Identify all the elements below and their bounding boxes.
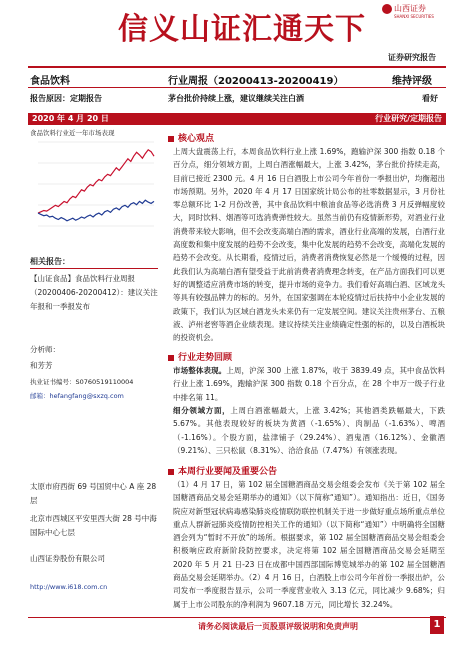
- date-bar: [28, 113, 446, 125]
- address-taiyuan: 太原市府西街 69 号国贸中心 A 座 28 层: [30, 482, 157, 505]
- report-category: 行业研究/定期报告: [375, 114, 442, 123]
- trend-para1-body: 上周，沪深 300 上涨 1.87%，收于 3839.49 点，其中食品饮料行业上涨 1.69%，跑输沪深 300 指数 0.18 个百分点，在 28 个申万一级子行业中排名第 11。: [173, 366, 446, 402]
- section-bullet-icon: [168, 355, 174, 361]
- market-performance-chart: [30, 136, 158, 236]
- header-divider-2: [28, 87, 446, 88]
- chart-title: 食品饮料行业近一年市场表现: [30, 129, 115, 137]
- series-line-index: [38, 200, 154, 221]
- header-divider: [28, 66, 446, 68]
- core-view-paragraph: 上周大盘震荡上行，本周食品饮料行业上涨 1.69%，跑输沪深 300 指数 0.18 个百分点，细分领域方面，上周白酒涨幅最大，上涨 3.42%，茅台批价持续走高，目前已接近 2300 元。4 月 16 日白酒股上市公司今年首份一季报出炉，均衡超出市场预期。另外，2020 年 4 月 17 日国家统计局公布的社零数据显示，3 月份社零总额环比 1-2 月份改善，其中食品饮料中粮油食品等必选消费 3 月反弹幅度较大，同时饮料、烟酒等可选消费弹性较大。虽然当前仍有疫情新形势，对酒业行业消费带来较大影响，但不会改变高端白酒的需求，酒业行业高端的发展，白酒行业高度数和集中度发展的趋势不会改变，集中化发展的趋势不会改变，高端化发展的趋势不会改变。从长期看，疫情过后，消费者消费恢复必然是一个缓慢的过程，因此我们认为高端白酒有望受益于此前消费者消费理念转变，在产品方面我们可以更好的调整适应消费市场的转变，提升市场的竞争力。我们看好高端白酒、区域龙头等具有较强品牌力的标的。另外，在国家强调在本轮疫情过后扶持中小企业发展的政策下，我们认为区域白酒龙头未来仍有一定发展空间。建议关注贵州茅台、五粮液、泸州老窖等酒企业绩表现。建议持续关注业绩确定性强的标的，以及白酒板块的投资机会。: [173, 147, 445, 343]
- series-line-industry: [38, 150, 154, 213]
- report-subtitle: 茅台批价持续上涨，建议继续关注白酒: [168, 94, 304, 103]
- trend-paragraph-1: [173, 364, 445, 404]
- section-bullet-icon: [168, 469, 174, 475]
- rating-label: 维持评级: [392, 76, 432, 87]
- analyst-email[interactable]: [30, 389, 160, 403]
- report-title: 行业周报（20200413-20200419）: [168, 76, 344, 87]
- trend-para2-body: 上周白酒涨幅最大，上涨 3.42%；其他酒类跌幅最大，下跌 5.67%。其他表现较好的板块为黄酒（-1.65%）、肉制品（-1.63%）、啤酒（-1.16%）。个股方面，盐津铺子（29.24%）、酒鬼酒（16.12%）、金徽酒（9.21%）、三只松鼠（8.31%）、洽洽食品（7.47%）有领涨表现。: [173, 406, 446, 455]
- news-title: 本周行业要闻及重要公告: [178, 467, 278, 477]
- trend-title: 行业走势回顾: [178, 353, 233, 363]
- sidebar-divider: [30, 268, 158, 269]
- company-name: 山西证券股份有限公司: [30, 554, 105, 563]
- analyst-label: 分析师：: [30, 345, 60, 354]
- page-number: 1: [430, 616, 444, 634]
- logo-name: 山西证券: [394, 4, 426, 13]
- news-paragraph: （1）4 月 17 日，第 102 届全国糖酒商品交易会组委会发布《关于第 102 届全国糖酒商品交易会延期举办的通知》（以下简称“通知”）。通知指出：近日，《国务院应对新型冠状病毒感染肺炎疫情联防联控机制关于进一步做好重点场所重点单位重点人群新冠肺炎疫情防控相关工作的通知》（以下简称“通知”）中明确将全国糖酒会列为“暂时不开放”的场所。根据要求，第 102 届全国糖酒商品交易会组委会积极响应政府新阶段防控要求，决定将第 102 届全国糖酒商品交易会延期至 2020 年 5 月 21 日-23 日在成都中国西部国际博览城举办的第 102 届全国糖酒商品交易会延期举办。（2）4 月 16 日，白酒股上市公司今年首份一季报出炉，公司发布一季度报告显示，公司一季度营业收入 3.13 亿元，同比减少 9.68%；归属于上市公司股东的净利润为 9607.18 万元，同比增长 32.24%。: [173, 480, 445, 609]
- logo-icon: [382, 4, 392, 14]
- analyst-name: 和芳芳: [30, 361, 53, 370]
- related-report-link[interactable]: 【山证食品】食品饮料行业周报（20200406-20200412）：建议关注年报和一季报发布: [30, 274, 158, 311]
- trend-heading: [168, 350, 232, 363]
- report-date: 2020 年 4 月 20 日: [32, 114, 109, 123]
- analyst-cert: 执业证书编号：S0760519110004: [30, 378, 134, 386]
- company-logo: [382, 3, 426, 14]
- trend-paragraph-2: [173, 404, 445, 457]
- trend-para1-lead: 市场整体表现。: [173, 366, 227, 375]
- address-beijing: 北京市西城区平安里西大街 28 号中海国际中心七层: [30, 514, 157, 537]
- email-link[interactable]: hefangfang@sxzq.com: [49, 392, 124, 400]
- logo-english: SHANXI SECURITIES: [394, 14, 434, 19]
- rating-value: 看好: [422, 94, 438, 103]
- footer-disclaimer: 请务必阅读最后一页股票评级说明和免责声明: [198, 622, 358, 631]
- banner-slogan: 信义山证汇通天下: [118, 12, 366, 47]
- company-website[interactable]: http://www.i618.com.cn: [30, 583, 108, 591]
- industry-name: 食品饮料: [30, 76, 70, 87]
- section-bullet-icon: [168, 136, 174, 142]
- email-label: 邮箱：: [30, 392, 50, 400]
- report-reason: 报告原因：定期报告: [30, 94, 102, 103]
- news-heading: [168, 464, 277, 477]
- report-type: 证券研究报告: [388, 53, 436, 62]
- footer-divider: [28, 617, 446, 618]
- core-view-title: 核心观点: [178, 134, 215, 144]
- trend-para2-lead: 细分领域方面，: [173, 406, 231, 415]
- related-reports-title: 相关报告：: [30, 257, 70, 266]
- core-view-heading: [168, 131, 214, 144]
